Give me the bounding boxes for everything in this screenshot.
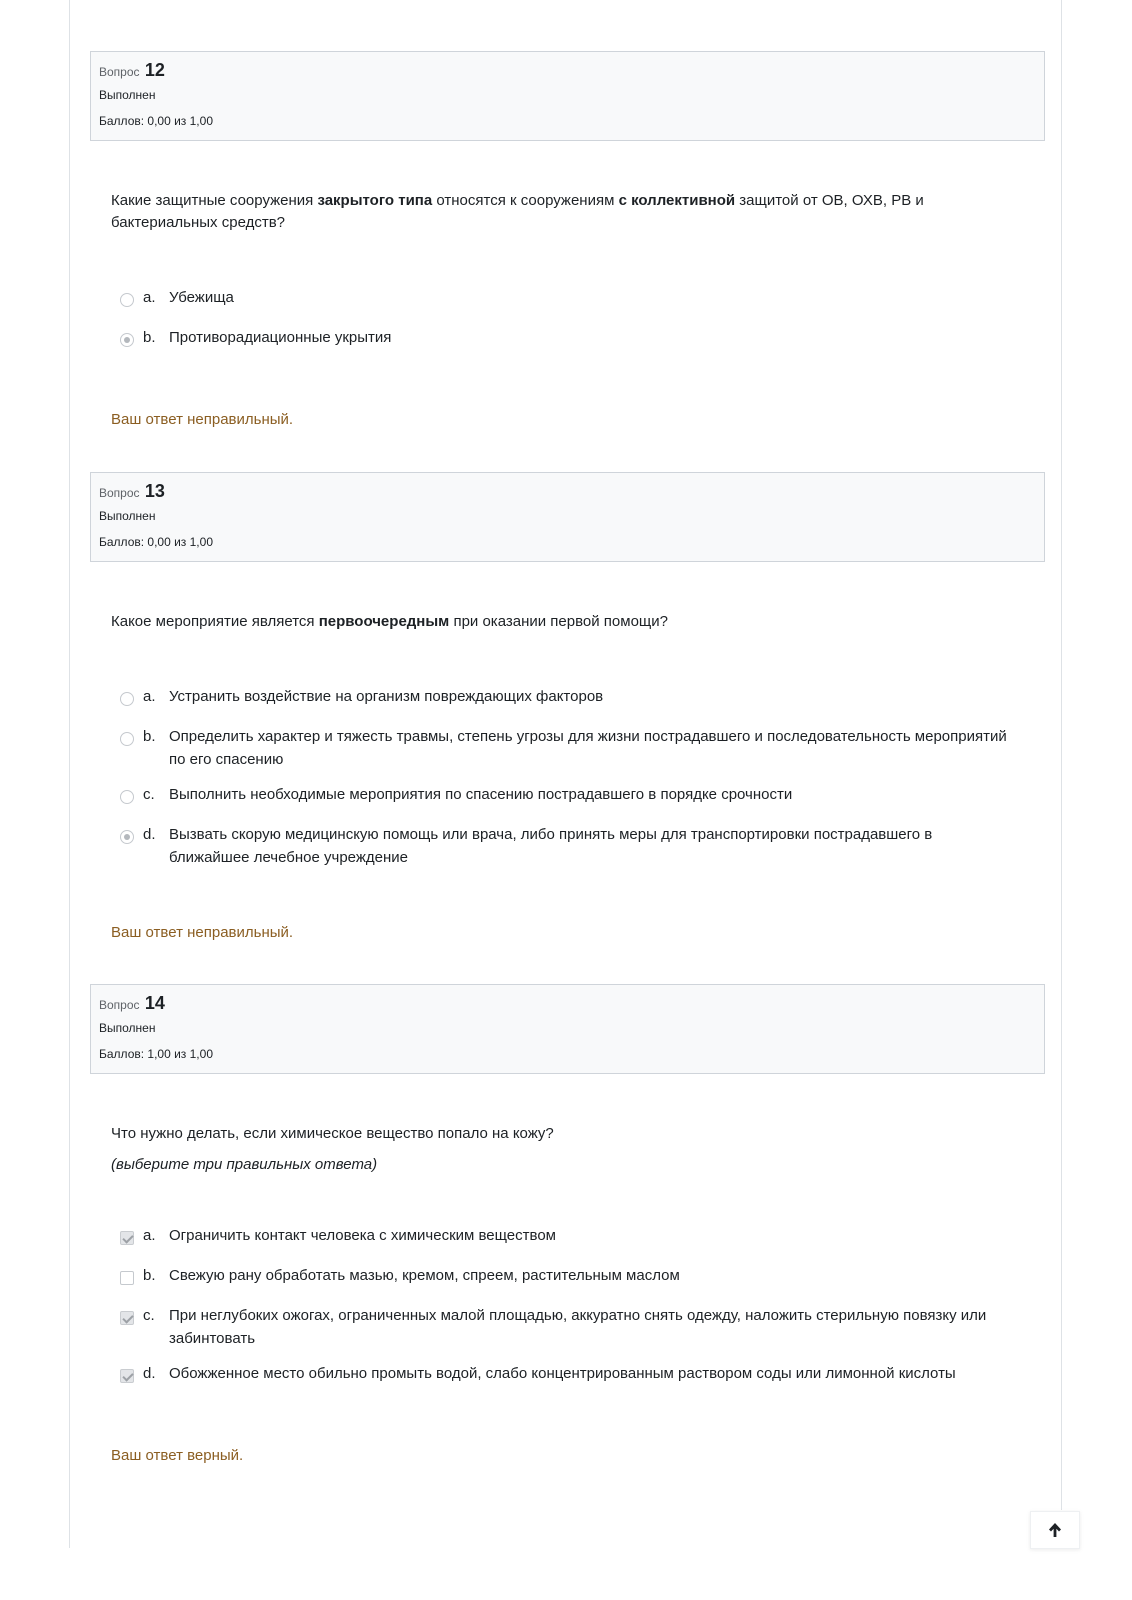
arrow-up-icon (1048, 1522, 1062, 1538)
answer-list (111, 1224, 1015, 1390)
answer-letter: b. (143, 1267, 156, 1284)
answer-text: При неглубоких ожогах, ограниченных малой площадью, аккуратно снять одежду, наложить стерильную повязку или забинтовать (169, 1307, 987, 1347)
question-info (90, 51, 1045, 141)
question-grade: Баллов: 0,00 из 1,00 (99, 535, 213, 549)
answer-letter: d. (143, 1365, 156, 1382)
question-hint: (выберите три правильных ответа) (111, 1156, 378, 1173)
feedback-text: Ваш ответ верный. (111, 1447, 244, 1464)
question-state: Выполнен (99, 1021, 156, 1035)
answer-list (111, 685, 1015, 869)
radio-button-checked[interactable] (120, 830, 134, 844)
question-info (90, 472, 1045, 562)
question-number-value: 13 (144, 481, 165, 501)
checkbox-checked[interactable] (120, 1369, 134, 1383)
answer-option-a[interactable] (111, 685, 1015, 713)
answer-letter: a. (143, 1227, 156, 1244)
question-number-value: 12 (144, 60, 165, 80)
answer-text: Определить характер и тяжесть травмы, степень угрозы для жизни пострадавшего и последовательность мероприятий по его спасению (169, 728, 1007, 768)
question-grade: Баллов: 1,00 из 1,00 (99, 1047, 213, 1061)
question-text: Какие защитные сооружения закрытого типа относятся к сооружениям с коллективной защитой от ОВ, ОХВ, РВ и бактериальных средств? (111, 192, 924, 231)
answer-text: Выполнить необходимые мероприятия по спасению пострадавшего в порядке срочности (169, 786, 793, 803)
answer-list (111, 286, 1015, 354)
question-text: Что нужно делать, если химическое вещество попало на кожу? (111, 1125, 554, 1142)
question-text: Какое мероприятие является первоочередным при оказании первой помощи? (111, 613, 668, 630)
answer-option-a[interactable] (111, 286, 1015, 314)
radio-button[interactable] (120, 790, 134, 804)
answer-letter: a. (143, 289, 156, 306)
feedback-text: Ваш ответ неправильный. (111, 924, 294, 941)
answer-option-c[interactable] (111, 1304, 1015, 1350)
answer-option-b[interactable] (111, 1264, 1015, 1292)
page-border-left (69, 0, 70, 1548)
answer-letter: b. (143, 728, 156, 745)
checkbox-checked[interactable] (120, 1311, 134, 1325)
question-label: Вопрос (99, 998, 140, 1012)
question-number (99, 991, 1036, 1015)
question-grade: Баллов: 0,00 из 1,00 (99, 114, 213, 128)
answer-letter: a. (143, 688, 156, 705)
radio-button-checked[interactable] (120, 333, 134, 347)
question-14 (90, 984, 1045, 1464)
radio-button[interactable] (120, 692, 134, 706)
answer-letter: d. (143, 826, 156, 843)
answer-option-a[interactable] (111, 1224, 1015, 1252)
question-12 (90, 51, 1045, 428)
radio-button[interactable] (120, 732, 134, 746)
question-label: Вопрос (99, 486, 140, 500)
answer-option-d[interactable] (111, 823, 1015, 869)
answer-text: Убежища (169, 289, 234, 306)
feedback-text: Ваш ответ неправильный. (111, 411, 294, 428)
checkbox-checked[interactable] (120, 1231, 134, 1245)
radio-button[interactable] (120, 293, 134, 307)
question-number (99, 58, 1036, 82)
answer-option-d[interactable] (111, 1362, 1015, 1390)
page-border-right (1061, 0, 1062, 1510)
answer-text: Устранить воздействие на организм повреждающих факторов (169, 688, 604, 705)
back-to-top-button[interactable] (1030, 1511, 1080, 1549)
answer-letter: c. (143, 1307, 155, 1324)
answer-text: Противорадиационные укрытия (169, 329, 392, 346)
answer-text: Обожженное место обильно промыть водой, слабо концентрированным раствором соды или лимонной кислоты (169, 1365, 956, 1382)
question-state: Выполнен (99, 88, 156, 102)
question-info (90, 984, 1045, 1074)
answer-letter: c. (143, 786, 155, 803)
question-state: Выполнен (99, 509, 156, 523)
answer-text: Свежую рану обработать мазью, кремом, спреем, растительным маслом (169, 1267, 680, 1284)
answer-option-c[interactable] (111, 783, 1015, 811)
answer-letter: b. (143, 329, 156, 346)
question-number (99, 479, 1036, 503)
question-number-value: 14 (144, 993, 165, 1013)
answer-text: Ограничить контакт человека с химическим веществом (169, 1227, 556, 1244)
question-label: Вопрос (99, 65, 140, 79)
answer-text: Вызвать скорую медицинскую помощь или врача, либо принять меры для транспортировки пострадавшего в ближайшее лечебное учреждение (169, 826, 933, 866)
answer-option-b[interactable] (111, 725, 1015, 771)
checkbox[interactable] (120, 1271, 134, 1285)
answer-option-b[interactable] (111, 326, 1015, 354)
question-13 (90, 472, 1045, 941)
